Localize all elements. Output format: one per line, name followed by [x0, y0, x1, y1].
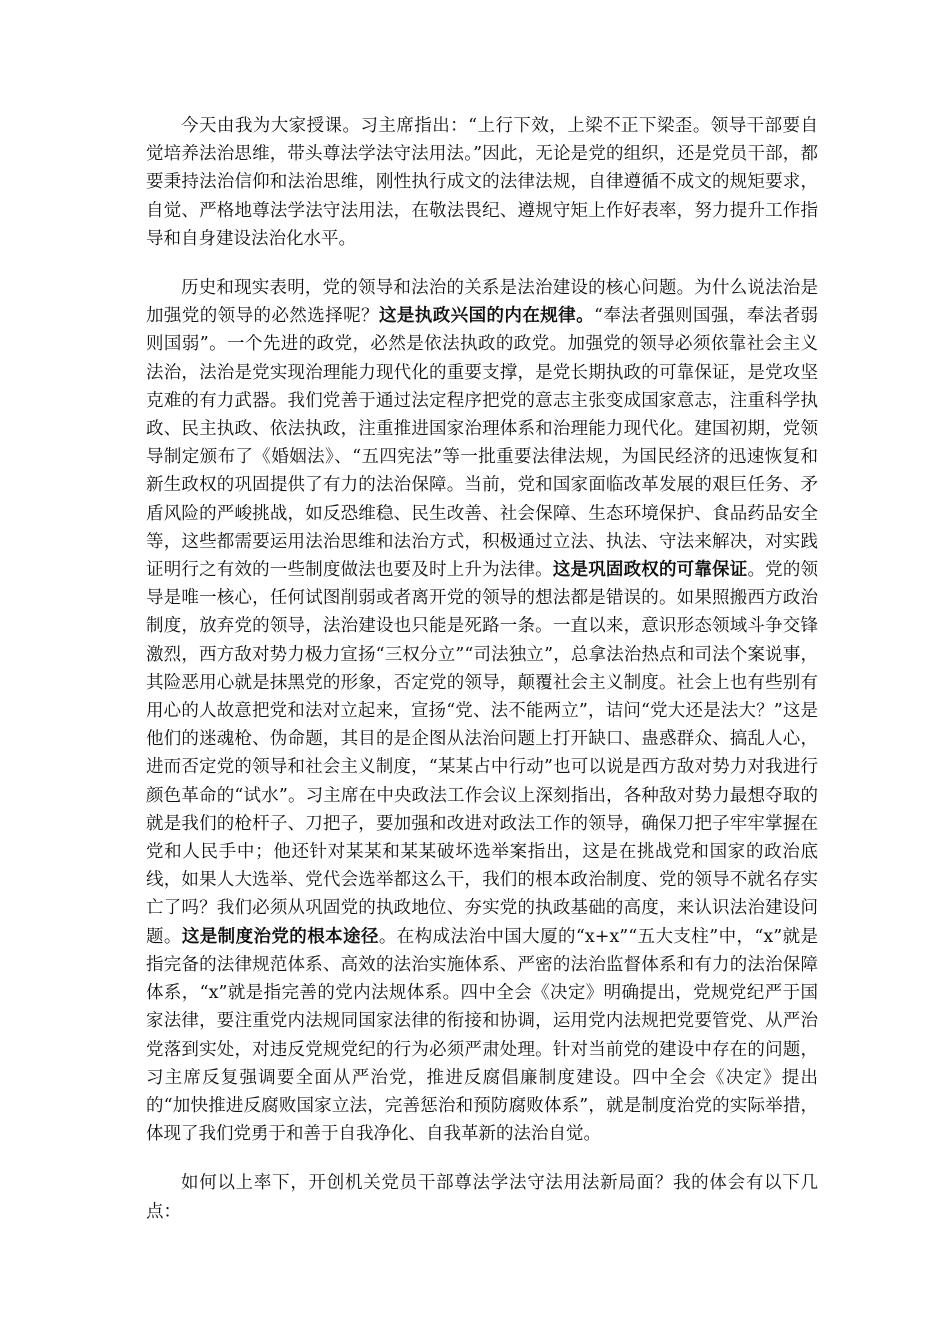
paragraph-intro [146, 112, 818, 253]
paragraph-history [146, 274, 818, 1148]
paragraph-text: 今天由我为大家授课。习主席指出：“上行下效，上梁不正下梁歪。领导干部要自觉培养法治思维，带头尊法学法守法用法。”因此，无论是党的组织，还是党员干部，都要秉持法治信仰和法治思维，刚性执行成文的法律法规，自律遵循不成文的规矩要求，自觉、严格地尊法学法守法用法，在敬法畏纪、遵规守矩上作好表率，努力提升工作指导和自身建设法治化水平。 [146, 116, 818, 249]
bold-heading-institution: 这是制度治党的根本途径 [181, 926, 379, 947]
paragraph-text: 。在构成法治中国大厦的“x+x”“五大支柱”中，“x”就是指完备的法律规范体系、高效的法治实施体系、严密的法治监督体系和有力的法治保障体系，“x”就是指完善的党内法规体系。四中全会《决定》明确提出，党规党纪严于国家法律，要注重党内法规同国家法律的衔接和协调，运用党内法规把党要管党、从严治党落到实处，对违反党规党纪的行为必须严肃处理。针对当前党的建设中存在的问题，习主席反复强调要全面从严治党，推进反腐倡廉制度建设。四中全会《决定》提出的“加快推进反腐败国家立法，完善惩治和预防腐败体系”，就是制度治党的实际举措，体现了我们党勇于和善于自我净化、自我革新的法治自觉。 [146, 926, 819, 1145]
document-body [146, 112, 818, 1226]
paragraph-text: “奉法者强则国强，奉法者弱则国弱”。一个先进的政党，必然是依法执政的政党。加强党的领导必须依靠社会主义法治，法治是党实现治理能力现代化的重要支撑，是党长期执政的可靠保证，是党攻坚克难的有力武器。我们党善于通过法定程序把党的意志主张变成国家意志，注重科学执政、民主执政、依法执政，注重推进国家治理体系和治理能力现代化。建国初期，党领导制定颁布了《婚姻法》、“五四宪法”等一批重要法律法规，为国民经济的迅速恢复和新生政权的巩固提供了有力的法治保障。当前，党和国家面临改革发展的艰巨任务、矛盾风险的严峻挑战，如反恐维稳、民生改善、社会保障、生态环境保护、食品药品安全等，这些都需要运用法治思维和法治方式，积极通过立法、执法、守法来解决，对实践证明行之有效的一些制度做法也要及时上升为法律。 [146, 306, 819, 581]
paragraph-closing [146, 1169, 818, 1225]
bold-heading-regime: 这是巩固政权的可靠保证 [552, 560, 748, 581]
paragraph-text: 如何以上率下，开创机关党员干部尊法学法守法用法新局面？我的体会有以下几点： [146, 1173, 818, 1222]
bold-heading-governance: 这是执政兴国的内在规律。 [378, 306, 595, 327]
paragraph-text: 。党的领导是唯一核心，任何试图削弱或者离开党的领导的想法都是错误的。如果照搬西方政治制度，放弃党的领导，法治建设也只能是死路一条。一直以来，意识形态领域斗争交锋激烈，西方敌对势力极力宣扬“三权分立”“司法独立”，总拿法治热点和司法个案说事，其险恶用心就是抹黑党的形象，否定党的领导，颠覆社会主义制度。社会上也有些别有用心的人故意把党和法对立起来，宣扬“党、法不能两立”，诘问“党大还是法大？”这是他们的迷魂枪、伪命题，其目的是企图从法治问题上打开缺口、蛊惑群众、搞乱人心，进而否定党的领导和社会主义制度，“某某占中行动”也可以说是西方敌对势力对我进行颜色革命的“试水”。习主席在中央政法工作会议上深刻指出，各种敌对势力最想夺取的就是我们的枪杆子、刀把子，要加强和改进对政法工作的领导，确保刀把子牢牢掌握在党和人民手中；他还针对某某和某某破坏选举案指出，这是在挑战党和国家的政治底线，如果人大选举、党代会选举都这么干，我们的根本政治制度、党的领导不就名存实亡了吗？我们必须从巩固党的执政地位、夯实党的执政基础的高度，来认识法治建设问题。 [146, 560, 819, 947]
paragraph-text: 历史和现实表明，党的领导和法治的关系是法治建设的核心问题。为什么说法治是加强党的领导的必然选择呢？ [146, 278, 818, 327]
